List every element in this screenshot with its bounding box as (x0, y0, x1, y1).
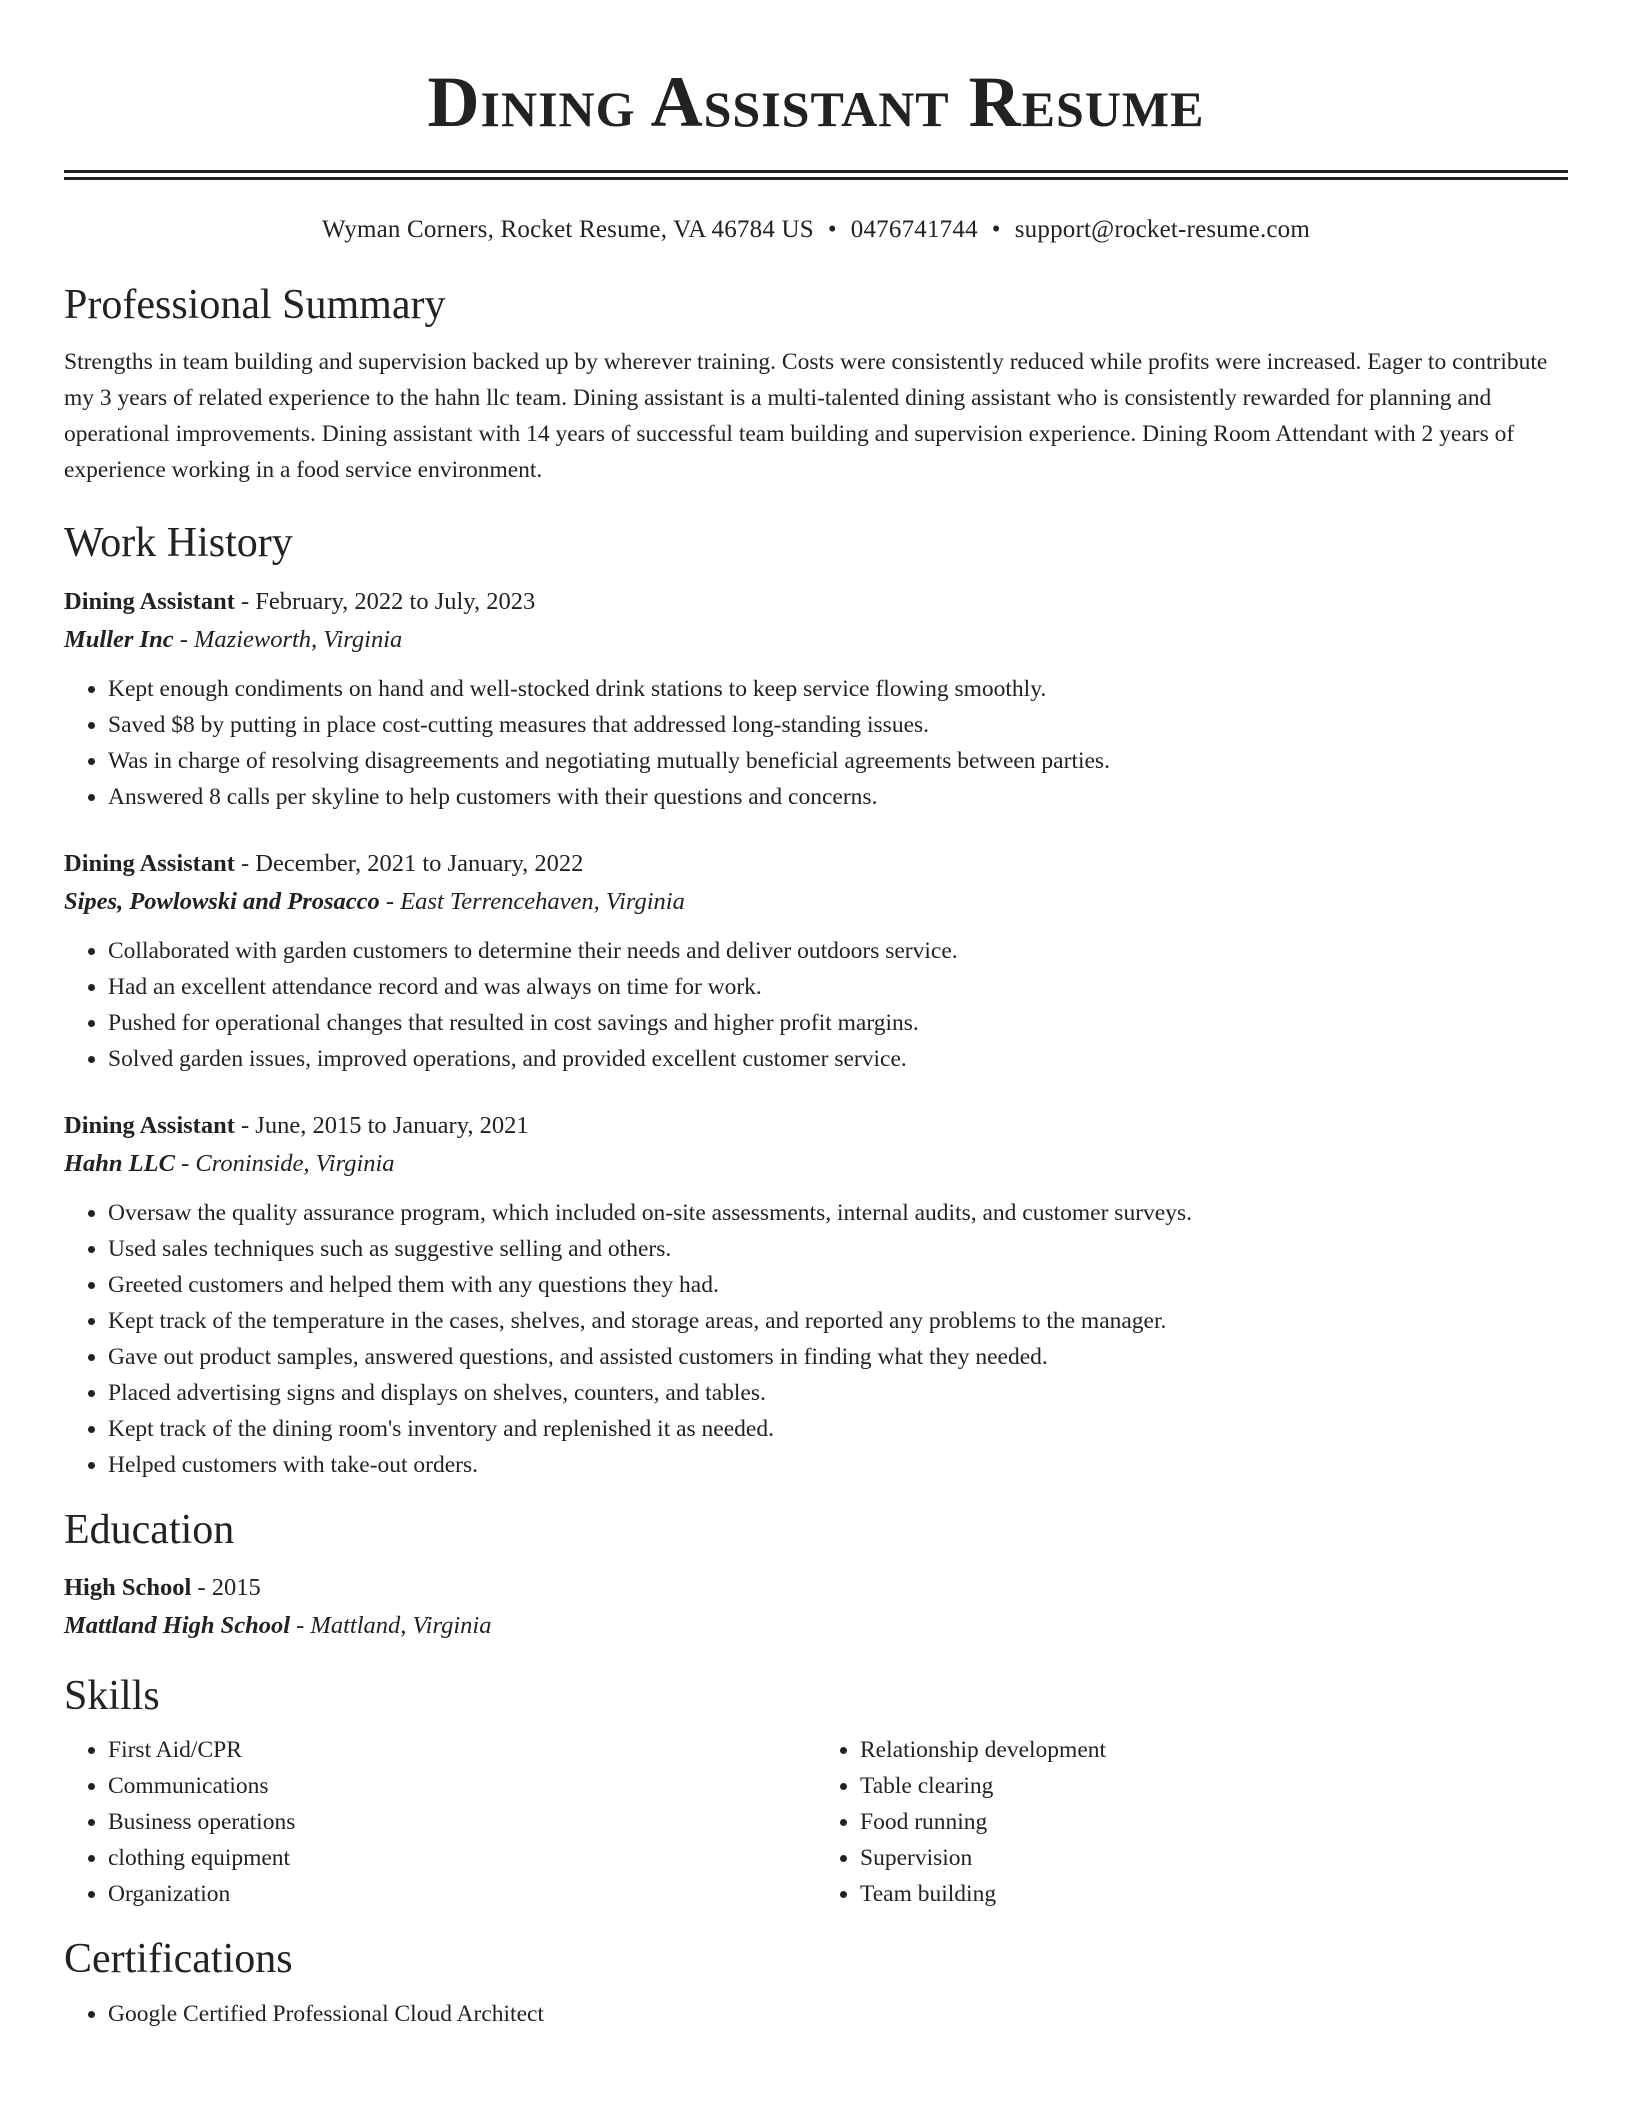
list-item: • Placed advertising signs and displays on shelves, counters, and tables. (108, 1375, 1568, 1411)
certifications-list (64, 1996, 1568, 2032)
list-item: • Saved $8 by putting in place cost-cutting measures that addressed long-standing issues. (108, 707, 1568, 743)
skill-item: • Communications (108, 1768, 816, 1804)
skill-item: • First Aid/CPR (108, 1732, 816, 1768)
contact-email: support@rocket-resume.com (1014, 216, 1311, 243)
contact-address: Wyman Corners, Rocket Resume, VA 46784 US (321, 216, 814, 243)
job-company-line (64, 621, 1568, 659)
list-item: • Oversaw the quality assurance program, which included on-site assessments, internal audits, and customer surveys. (108, 1195, 1568, 1231)
list-item: • Kept track of the dining room's inventory and replenished it as needed. (108, 1411, 1568, 1447)
list-item: • Had an excellent attendance record and was always on time for work. (108, 969, 1568, 1005)
job-bullets (64, 671, 1568, 815)
certifications-heading: Certifications (64, 1935, 293, 1982)
skill-item: • Relationship development (860, 1732, 1568, 1768)
education-location: - Mattland, Virginia (290, 1612, 492, 1640)
list-item: • Answered 8 calls per skyline to help customers with their questions and concerns. (108, 779, 1568, 815)
job-entry (64, 583, 1568, 815)
job-title-line (64, 1107, 1568, 1145)
contact-line (64, 216, 1568, 244)
list-item: • Used sales techniques such as suggestive selling and others. (108, 1231, 1568, 1267)
education-section (64, 1505, 1568, 1645)
skill-item: • clothing equipment (108, 1840, 816, 1876)
job-company-line (64, 1145, 1568, 1183)
skills-grid (64, 1732, 1568, 1912)
work-history-section (64, 518, 1568, 1482)
job-bullets (64, 933, 1568, 1077)
skills-section (64, 1671, 1568, 1911)
job-role: Dining Assistant (64, 1111, 235, 1139)
list-item: • Solved garden issues, improved operations, and provided excellent customer service. (108, 1041, 1568, 1077)
job-bullets (64, 1195, 1568, 1483)
job-dates: - February, 2022 to July, 2023 (234, 587, 536, 615)
job-location: - Croninside, Virginia (174, 1149, 395, 1177)
list-item: • Kept track of the temperature in the cases, shelves, and storage areas, and reported any problems to the manager. (108, 1303, 1568, 1339)
list-item: • Greeted customers and helped them with any questions they had. (108, 1267, 1568, 1303)
skills-column-right (816, 1732, 1568, 1912)
double-divider (64, 170, 1568, 180)
job-company: Muller Inc (64, 625, 174, 653)
education-degree: High School (64, 1574, 192, 1602)
summary-heading: Professional Summary (64, 282, 446, 328)
work-history-heading: Work History (64, 520, 293, 567)
page-title: Dining Assistant Resume (427, 62, 1205, 142)
job-role: Dining Assistant (64, 587, 235, 615)
certification-item: • Google Certified Professional Cloud Architect (108, 1996, 1568, 2032)
skill-item: • Table clearing (860, 1768, 1568, 1804)
job-title-line (64, 583, 1568, 621)
education-degree-line (64, 1569, 1568, 1607)
skill-item: • Organization (108, 1876, 816, 1912)
list-item: • Was in charge of resolving disagreements and negotiating mutually beneficial agreements between parties. (108, 743, 1568, 779)
job-entry (64, 845, 1568, 1077)
skills-heading: Skills (64, 1673, 160, 1720)
job-company: Sipes, Powlowski and Prosacco (64, 887, 380, 915)
list-item: • Kept enough condiments on hand and well-stocked drink stations to keep service flowing smoothly. (108, 671, 1568, 707)
education-entry (64, 1569, 1568, 1645)
skill-item: • Team building (860, 1876, 1568, 1912)
certifications-section (64, 1934, 1568, 2032)
education-school: Mattland High School (64, 1612, 291, 1640)
job-dates: - December, 2021 to January, 2022 (234, 849, 584, 877)
job-location: - Mazieworth, Virginia (173, 625, 403, 653)
job-location: - East Terrencehaven, Virginia (379, 887, 685, 915)
list-item: • Pushed for operational changes that resulted in cost savings and higher profit margins. (108, 1005, 1568, 1041)
education-school-line (64, 1607, 1568, 1645)
skill-item: • Business operations (108, 1804, 816, 1840)
job-title-line (64, 845, 1568, 883)
contact-separator: • (991, 216, 1001, 243)
job-company: Hahn LLC (64, 1149, 175, 1177)
summary-section (64, 280, 1568, 488)
skills-column-left (64, 1732, 816, 1912)
job-company-line (64, 883, 1568, 921)
list-item: • Gave out product samples, answered questions, and assisted customers in finding what they needed. (108, 1339, 1568, 1375)
contact-separator: • (827, 216, 837, 243)
job-role: Dining Assistant (64, 849, 235, 877)
job-entry (64, 1107, 1568, 1483)
list-item: • Collaborated with garden customers to determine their needs and deliver outdoors service. (108, 933, 1568, 969)
education-heading: Education (64, 1506, 235, 1553)
contact-phone: 0476741744 (850, 216, 978, 243)
list-item: • Helped customers with take-out orders. (108, 1447, 1568, 1483)
summary-text: Strengths in team building and supervision backed up by wherever training. Costs were consistently reduced while profits were increased. Eager to contribute my 3 years of related experience to the hahn llc team. Dining assistant is a multi-talented dining assistant who is consistently rewarded for planning and operational improvements. Dining assistant with 14 years of successful team building and supervision experience. Dining Room Attendant with 2 years of experience working in a food service environment. (64, 349, 1548, 484)
skill-item: • Supervision (860, 1840, 1568, 1876)
skill-item: • Food running (860, 1804, 1568, 1840)
education-year: - 2015 (191, 1574, 261, 1602)
job-dates: - June, 2015 to January, 2021 (234, 1111, 529, 1139)
